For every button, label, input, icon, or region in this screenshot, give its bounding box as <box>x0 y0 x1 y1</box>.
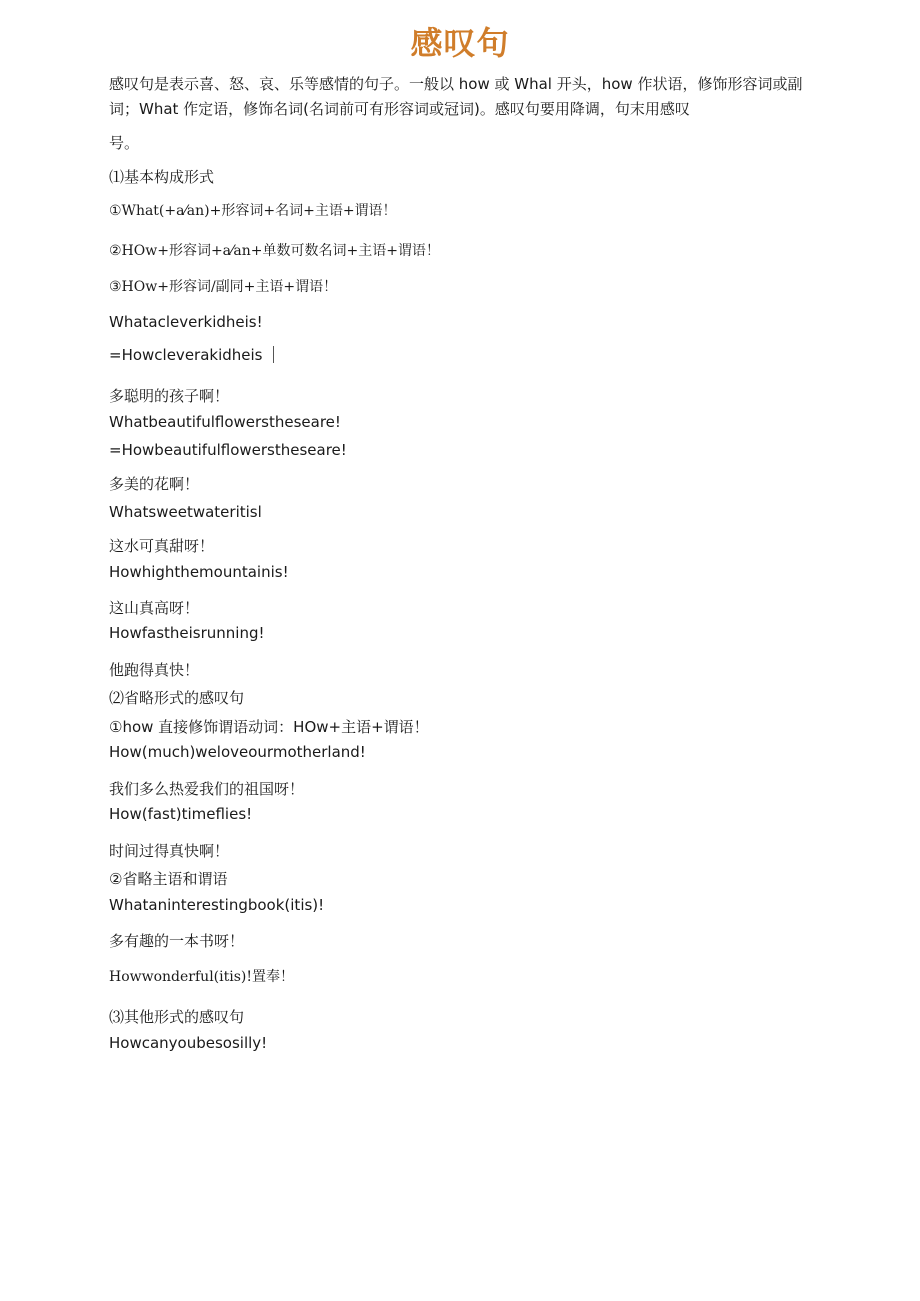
section-heading-omitted-forms: ⑵省略形式的感叹句 <box>109 689 245 707</box>
example-sentence: Howwonderful(itis)!置奉！ <box>109 969 294 985</box>
section-heading-basic-forms: ⑴基本构成形式 <box>109 168 215 186</box>
intro-paragraph: 感叹句是表示喜、怒、哀、乐等感情的句子。一般以 how 或 Whal 开头，how 作状语，修饰形容词或副词；What 作定语，修饰名词(名词前可有形容词或冠词)。感叹句要用降调，句末用感叹 <box>109 75 803 118</box>
example-sentence: Whatacleverkidheis! <box>109 313 263 331</box>
formula-line: ①What(+a⁄an)+形容词+名词+主语+谓语！ <box>109 203 397 219</box>
example-sentence: Whataninterestingbook(itis)! <box>109 896 325 914</box>
translation-line: 这水可真甜呀！ <box>109 537 215 555</box>
formula-line: ③HOw+形容词/副同+主语+谓语！ <box>109 279 338 295</box>
formula-line: ①how 直接修饰谓语动词：HOw+主语+谓语！ <box>109 718 429 736</box>
translation-line: 时间过得真快啊！ <box>109 842 230 860</box>
subsection-heading: ②省略主语和谓语 <box>109 870 228 888</box>
example-sentence: How(much)weloveourmotherland! <box>109 743 366 761</box>
translation-line: 他跑得真快！ <box>109 661 200 679</box>
example-sentence: =Howbeautifulflowerstheseare! <box>109 441 347 459</box>
example-sentence: Whatbeautifulflowerstheseare! <box>109 413 341 431</box>
example-sentence: =Howcleverakidheis <box>109 346 274 364</box>
example-sentence: Howhighthemountainis! <box>109 563 289 581</box>
example-sentence: Howfastheisrunning! <box>109 624 265 642</box>
translation-line: 多有趣的一本书呀！ <box>109 932 245 950</box>
translation-line: 这山真高呀！ <box>109 599 200 617</box>
translation-line: 多聪明的孩子啊！ <box>109 387 230 405</box>
translation-line: 多美的花啊！ <box>109 475 200 493</box>
intro-paragraph-end: 号。 <box>109 134 140 152</box>
example-sentence: Howcanyoubesosilly! <box>109 1034 268 1052</box>
example-sentence: Whatsweetwateritisl <box>109 503 262 521</box>
document-title: 感叹句 <box>410 24 510 62</box>
example-sentence: How(fast)timeflies! <box>109 805 253 823</box>
formula-line: ②HOw+形容词+a⁄an+单数可数名词+主语+谓语！ <box>109 243 440 259</box>
text-cursor-mark <box>273 346 274 363</box>
section-heading-other-forms: ⑶其他形式的感叹句 <box>109 1008 245 1026</box>
translation-line: 我们多么热爱我们的祖国呀！ <box>109 780 305 798</box>
